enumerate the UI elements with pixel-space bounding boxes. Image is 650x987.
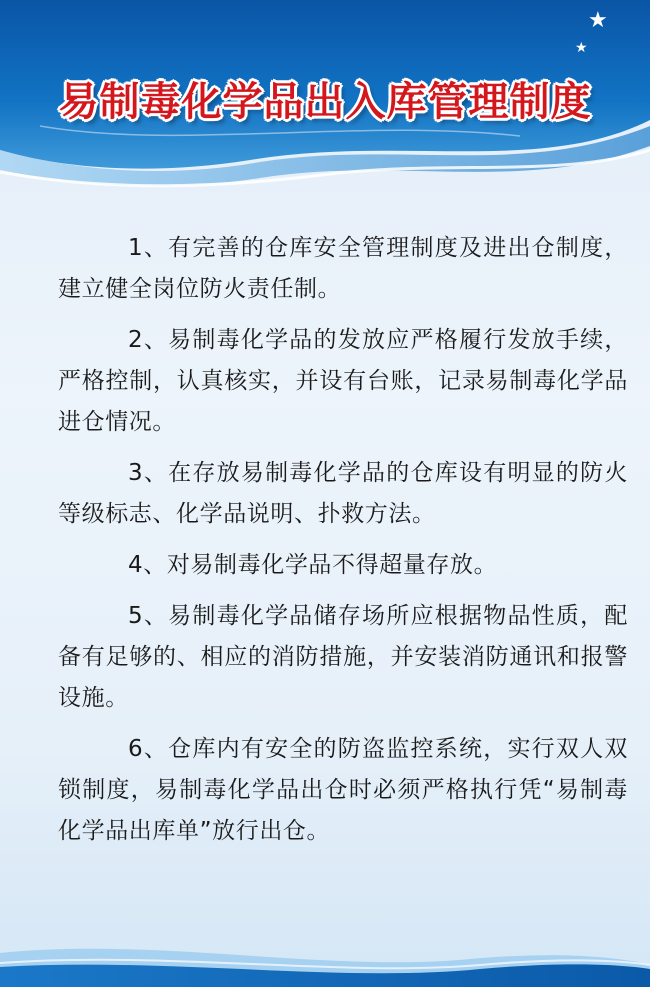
footer-wave-decoration	[0, 907, 650, 987]
rule-item: 3、在存放易制毒化学品的仓库设有明显的防火等级标志、化学品说明、扑救方法。	[58, 460, 628, 527]
rule-item: 6、仓库内有安全的防盗监控系统，实行双人双锁制度，易制毒化学品出仓时必须严格执行凭“易制毒化学品出库单”放行出仓。	[58, 736, 628, 844]
rule-item: 2、易制毒化学品的发放应严格履行发放手续，严格控制，认真核实，并设有台账，记录易制毒化学品进仓情况。	[58, 327, 628, 435]
rule-item: 4、对易制毒化学品不得超量存放。	[128, 552, 498, 578]
rule-item: 1、有完善的仓库安全管理制度及进出仓制度，建立健全岗位防火责任制。	[58, 235, 628, 302]
rule-item: 5、易制毒化学品储存场所应根据物品性质，配备有足够的、相应的消防措施，并安装消防通讯和报警设施。	[58, 603, 628, 711]
star-icon: ★	[588, 8, 608, 33]
rules-list	[58, 228, 628, 862]
star-icon: ★	[575, 40, 588, 56]
page-title: 易制毒化学品出入库管理制度	[58, 79, 592, 125]
